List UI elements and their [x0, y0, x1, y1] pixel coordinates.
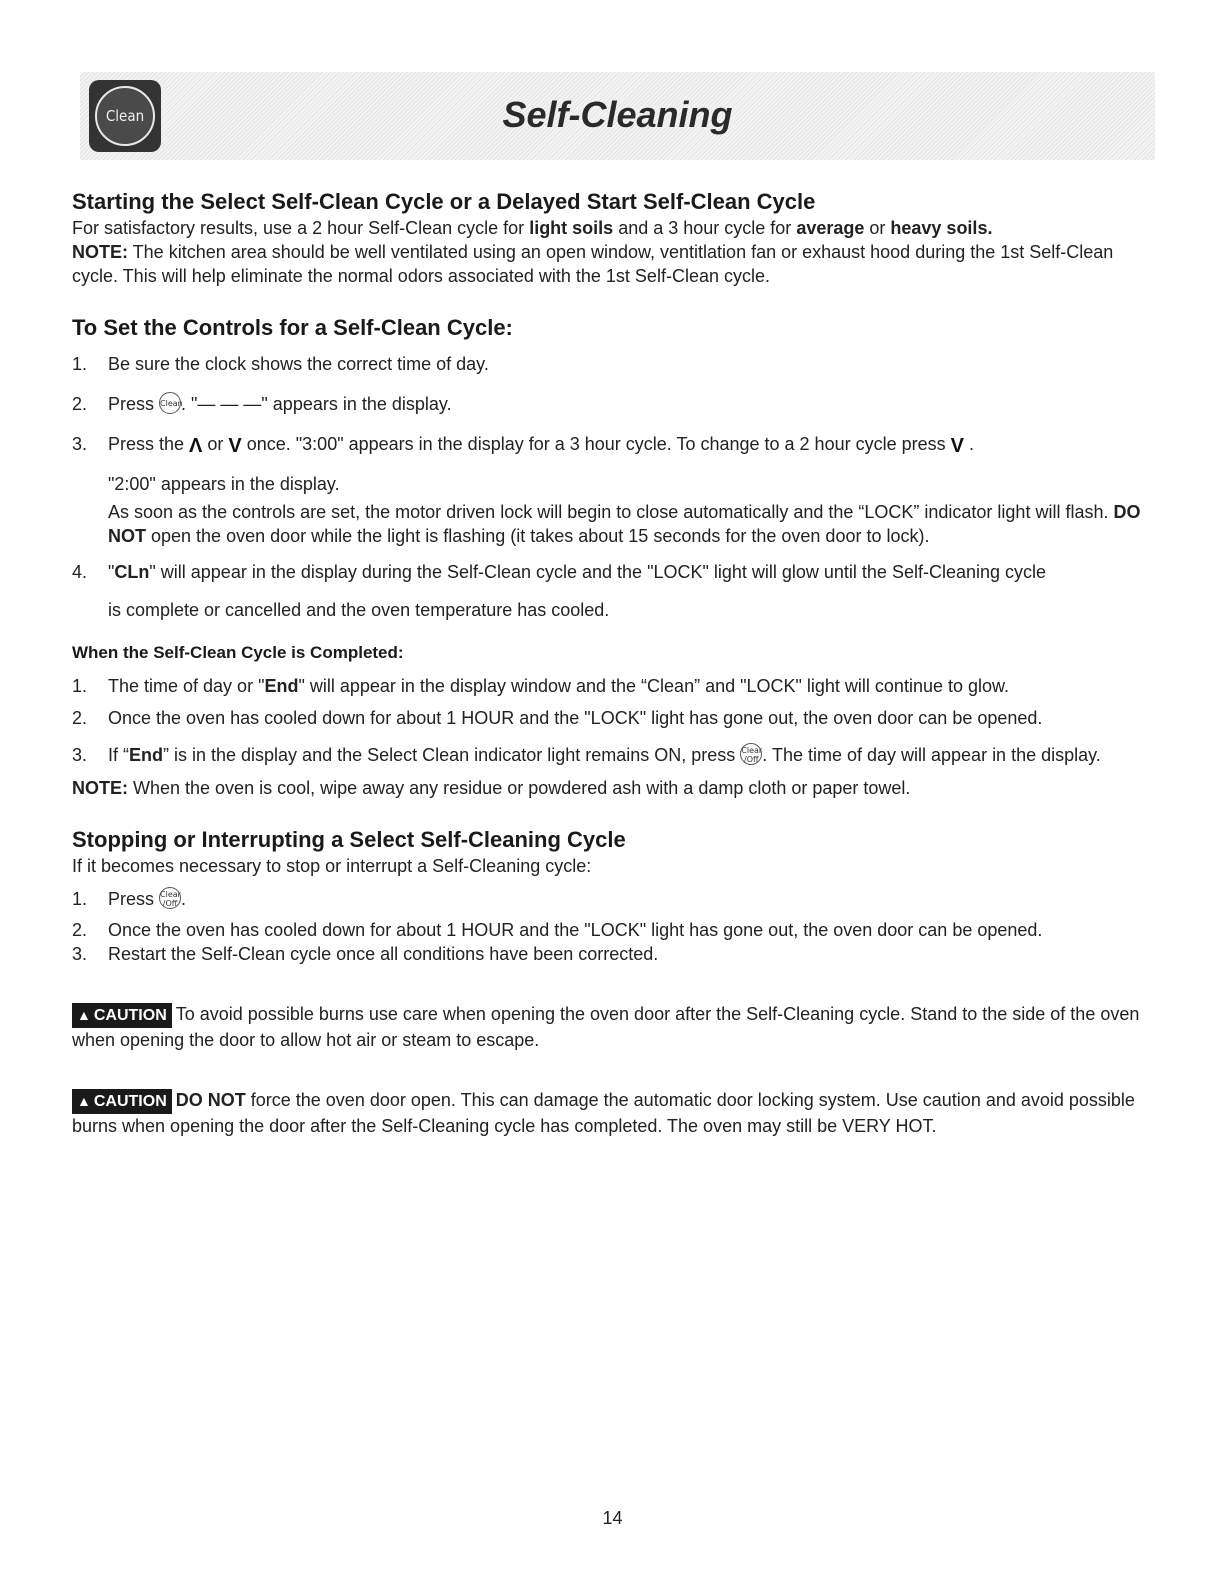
step3-lock-note: As soon as the controls are set, the motor driven lock will begin to close automatically and the “LOCK” indicator light will flash. DO NOT open the oven door while the light is flashing (it takes about 15 seconds for the oven door to lock). — [108, 501, 1141, 546]
step3-detail: "2:00" appears in the display. — [108, 473, 340, 494]
list-item: 1. The time of day or "End" will appear in the display window and the “Clean” and "LOCK" light will continue to glow. — [72, 675, 1010, 696]
header-banner — [80, 72, 1155, 160]
page-title: Self-Cleaning — [502, 94, 733, 135]
list-item: 2. Once the oven has cooled down for about 1 HOUR and the "LOCK" light has gone out, the oven door can be opened. — [72, 707, 1043, 728]
list-item: 1. Be sure the clock shows the correct time of day. — [72, 354, 489, 374]
section-heading-stopping: Stopping or Interrupting a Select Self-Cleaning Cycle — [72, 826, 626, 852]
clean-button-icon: Clean — [159, 392, 181, 414]
document-body — [72, 188, 1153, 1138]
clear-off-button-icon: Clear /Off — [740, 743, 762, 765]
warning-triangle-icon: ▲ — [77, 1092, 91, 1109]
section-heading-starting: Starting the Select Self-Clean Cycle or a Delayed Start Self-Clean Cycle — [72, 189, 816, 214]
list-item: 2. Press Clean. "— — —" appears in the display. — [72, 394, 452, 414]
up-arrow-icon: Λ — [189, 434, 203, 457]
completed-steps — [72, 674, 1153, 772]
section-heading-set-controls: To Set the Controls for a Self-Clean Cycle: — [72, 315, 513, 340]
set-controls-steps — [72, 352, 1153, 622]
page-number: 14 — [602, 1508, 623, 1528]
stopping-steps — [72, 884, 1153, 966]
warning-triangle-icon: ▲ — [77, 1006, 91, 1023]
list-item: 3. Press the Λ or V once. "3:00" appears in the display for a 3 hour cycle. To change to a 2 hour cycle press V . "2:00" appears in the display. As soon as the controls are set, the motor driven lock will begin to close automatically and the “LOCK” indicator light will flash. DO NOT open the oven door while the light is flashing (it takes about 15 seconds for the oven door to lock). — [72, 432, 1153, 547]
section4-intro: If it becomes necessary to stop or interrupt a Self-Cleaning cycle: — [72, 855, 592, 876]
clean-badge-icon: Clean — [95, 86, 155, 146]
caution-label: ▲ CAUTION — [72, 1003, 172, 1028]
step4-continuation: is complete or cancelled and the oven temperature has cooled. — [108, 599, 610, 620]
list-item: 2. Once the oven has cooled down for about 1 HOUR and the "LOCK" light has gone out, the oven door can be opened. — [72, 919, 1043, 940]
caution-force: ▲ CAUTION DO NOT force the oven door open. This can damage the automatic door locking system. Use caution and avoid possible burns when opening the door after the Self-Cleaning cycle has completed. The oven may still be VERY HOT. — [72, 1089, 1135, 1136]
caution-label: ▲ CAUTION — [72, 1089, 172, 1114]
section-heading-completed: When the Self-Clean Cycle is Completed: — [72, 642, 404, 662]
down-arrow-icon: V — [228, 434, 242, 457]
down-arrow-icon: V — [950, 434, 964, 457]
clear-off-button-icon: Clear /Off — [159, 887, 181, 909]
section1-paragraph: For satisfactory results, use a 2 hour Self-Clean cycle for light soils and a 3 hour cycle for average or heavy soils. — [72, 218, 993, 238]
section3-note: NOTE: When the oven is cool, wipe away any residue or powdered ash with a damp cloth or paper towel. — [72, 777, 911, 798]
list-item: 4. "CLn" will appear in the display during the Self-Clean cycle and the "LOCK" light will glow until the Self-Cleaning cycle is complete or cancelled and the oven temperature has cooled. — [72, 560, 1153, 622]
list-item: 3. If “End” is in the display and the Select Clean indicator light remains ON, press Clear /Off . The time of day will appear in the display. — [72, 744, 1101, 765]
section1-note: NOTE: The kitchen area should be well ventilated using an open window, ventitlation fan or exhaust hood during the 1st Self-Clean cycle. This will help eliminate the normal odors associated with the 1st Self-Clean cycle. — [72, 242, 1114, 286]
list-item: 1. Press Clear /Off . — [72, 888, 187, 909]
caution-burns: ▲ CAUTION To avoid possible burns use care when opening the oven door after the Self-Cleaning cycle. Stand to the side of the oven when opening the door to allow hot air or steam to escape. — [72, 1003, 1140, 1050]
list-item: 3. Restart the Self-Clean cycle once all conditions have been corrected. — [72, 943, 659, 964]
